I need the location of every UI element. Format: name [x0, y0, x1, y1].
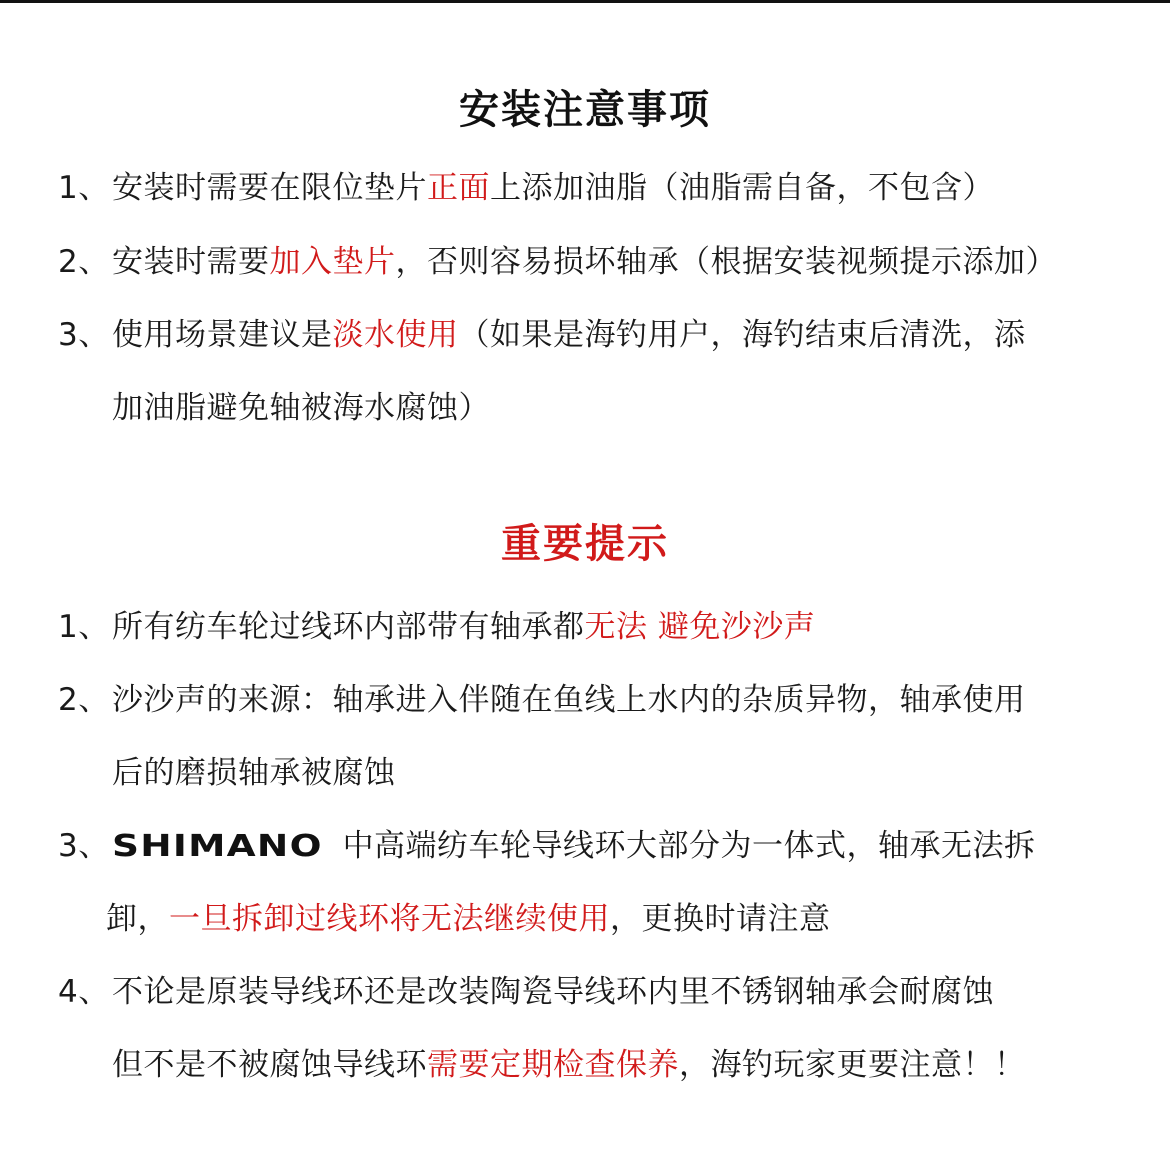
highlight-text: 无法 避免沙沙声 [584, 609, 816, 645]
highlight-text: 一旦拆卸过线环将无法继续使用 [169, 901, 610, 937]
section-title-install-notes: 安装注意事项 [459, 87, 711, 133]
top-divider [0, 0, 1170, 3]
highlight-text: 正面 [427, 170, 490, 206]
item-text: 安装时需要在限位垫片正面上添加油脂（油脂需自备，不包含） [112, 170, 994, 206]
item-number: 2、 [58, 244, 110, 280]
item-number: 3、 [58, 828, 110, 864]
item-number: 3、 [58, 317, 110, 353]
highlight-text: 需要定期检查保养 [427, 1047, 679, 1083]
item-text: SHIMANO 中高端纺车轮导线环大部分为一体式，轴承无法拆 [112, 826, 1036, 867]
item-text: 安装时需要加入垫片，否则容易损坏轴承（根据安装视频提示添加） [112, 244, 1057, 280]
highlight-text: 淡水使用 [332, 317, 459, 353]
item-text: 所有纺车轮过线环内部带有轴承都无法 避免沙沙声 [112, 609, 816, 645]
item-text: 不论是原装导线环还是改装陶瓷导线环内里不锈钢轴承会耐腐蚀 [112, 974, 994, 1010]
highlight-text: 加入垫片 [269, 244, 396, 280]
item-number: 4、 [58, 974, 110, 1010]
item-number: 2、 [58, 682, 110, 718]
item-text: 沙沙声的来源：轴承进入伴随在鱼线上水内的杂质异物，轴承使用 [112, 682, 1026, 718]
shimano-logo: SHIMANO [112, 829, 323, 864]
item-number: 1、 [58, 170, 110, 206]
section-title-important-tips: 重要提示 [501, 521, 669, 567]
item-number: 1、 [58, 609, 110, 645]
item-text: 使用场景建议是淡水使用（如果是海钓用户，海钓结束后清洗，添 [112, 317, 1026, 353]
